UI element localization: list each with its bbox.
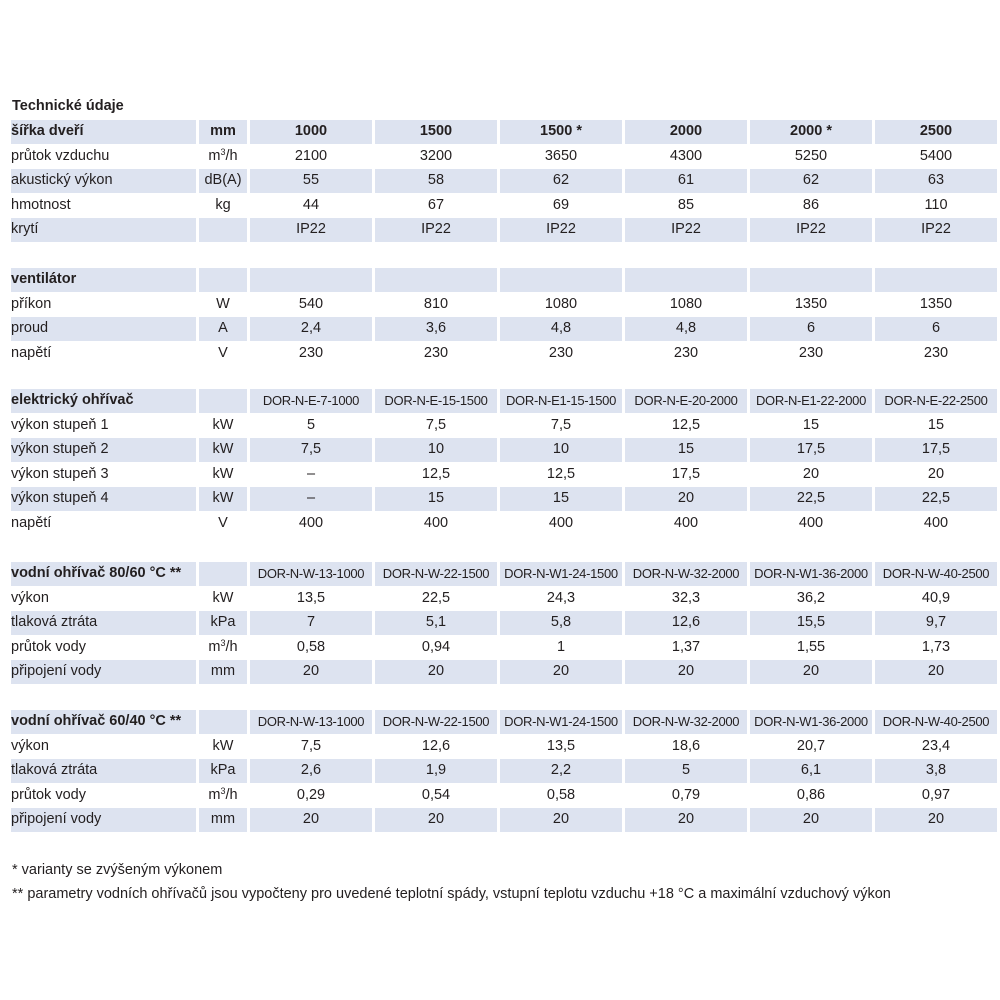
model-code-cell: DOR-N-W1-24-1500 — [500, 710, 622, 734]
value-cell: 1080 — [669, 295, 703, 312]
unit-base: kW — [212, 589, 234, 606]
model-code-cell: DOR-N-E-22-2500 — [875, 389, 997, 413]
row-label: napětí — [11, 514, 52, 531]
value-cell: 6,1 — [750, 759, 872, 783]
value-cell: 110 — [924, 196, 948, 213]
table-row — [11, 293, 997, 317]
value-cell: 18,6 — [671, 737, 701, 754]
value-cell: 67 — [427, 196, 445, 213]
value-cell: 7 — [250, 611, 372, 635]
value-cell: 2,4 — [250, 317, 372, 341]
value-cell: 0,58 — [296, 638, 326, 655]
value-cell: 13,5 — [546, 737, 576, 754]
table-header-row — [11, 268, 997, 292]
value-cell: 32,3 — [671, 589, 701, 606]
model-code-cell: DOR-N-E1-15-1500 — [500, 389, 622, 413]
value-cell: 230 — [548, 344, 574, 361]
model-code-cell: DOR-N-W1-24-1500 — [500, 562, 622, 586]
value-cell: 10 — [375, 438, 497, 462]
value-cell: 20 — [802, 465, 820, 482]
value-cell: 23,4 — [921, 737, 951, 754]
unit-cell — [199, 169, 247, 193]
value-cell: 1,73 — [921, 638, 951, 655]
row-label: výkon stupeň 4 — [11, 487, 196, 511]
value-cell: 55 — [250, 169, 372, 193]
value-cell: 15 — [500, 487, 622, 511]
model-code-cell: DOR-N-E1-22-2000 — [750, 389, 872, 413]
unit-base: W — [216, 295, 230, 312]
row-label: tlaková ztráta — [11, 611, 196, 635]
value-cell: 230 — [798, 344, 824, 361]
value-cell: 5 — [625, 759, 747, 783]
spec-table — [8, 119, 1000, 243]
table-row — [11, 145, 997, 169]
header-cell — [750, 268, 872, 292]
unit-base: kg — [215, 196, 231, 213]
spec-table — [8, 709, 1000, 833]
model-code-cell: DOR-N-W1-36-2000 — [750, 562, 872, 586]
value-cell: 15 — [927, 416, 945, 433]
footnotes — [12, 858, 891, 906]
table-header-row — [11, 389, 997, 413]
value-cell: 12,6 — [625, 611, 747, 635]
unit-superscript: 3 — [220, 146, 226, 157]
unit-suffix: /h — [225, 786, 238, 803]
model-code-cell: DOR-N-W-40-2500 — [875, 562, 997, 586]
header-cell — [625, 268, 747, 292]
table-row — [11, 512, 997, 536]
value-cell: 20 — [375, 808, 497, 832]
spec-table — [8, 267, 1000, 366]
value-cell: 400 — [298, 514, 324, 531]
value-cell: 7,5 — [425, 416, 447, 433]
value-cell: 7,5 — [550, 416, 572, 433]
value-cell: 20 — [500, 660, 622, 684]
value-cell: 0,79 — [671, 786, 701, 803]
header-unit — [199, 268, 247, 292]
value-cell: 0,29 — [296, 786, 326, 803]
value-cell: 62 — [500, 169, 622, 193]
value-cell: 4,8 — [500, 317, 622, 341]
unit-cell — [199, 145, 247, 169]
value-cell: 1,37 — [671, 638, 701, 655]
row-label: hmotnost — [11, 196, 71, 213]
table-row — [11, 169, 997, 193]
value-cell: 5250 — [794, 147, 828, 164]
section-title: vodní ohřívač 60/40 °C ** — [11, 710, 196, 734]
value-cell: 20 — [875, 660, 997, 684]
header-cell: 2000 — [625, 120, 747, 144]
unit-base: m — [208, 786, 221, 803]
value-cell: – — [306, 465, 316, 482]
value-cell: IP22 — [500, 218, 622, 242]
value-cell: 5400 — [919, 147, 953, 164]
value-cell: 6 — [750, 317, 872, 341]
value-cell: 20 — [625, 808, 747, 832]
table-row — [11, 611, 997, 635]
table-row — [11, 463, 997, 487]
value-cell: 20 — [625, 487, 747, 511]
row-label: výkon — [11, 737, 49, 754]
unit-base: V — [218, 344, 228, 361]
value-cell: 22,5 — [421, 589, 451, 606]
header-cell: 1000 — [250, 120, 372, 144]
value-cell: 13,5 — [296, 589, 326, 606]
value-cell: 810 — [423, 295, 449, 312]
table-row — [11, 784, 997, 808]
unit-cell — [199, 463, 247, 487]
header-cell — [250, 268, 372, 292]
table-row — [11, 342, 997, 366]
value-cell: 400 — [423, 514, 449, 531]
value-cell: 22,5 — [750, 487, 872, 511]
value-cell: IP22 — [250, 218, 372, 242]
unit-base: kW — [212, 737, 234, 754]
model-code-cell: DOR-N-W-13-1000 — [250, 710, 372, 734]
row-label: připojení vody — [11, 660, 196, 684]
value-cell: 20,7 — [796, 737, 826, 754]
value-cell: 20 — [250, 660, 372, 684]
row-label: krytí — [11, 218, 196, 242]
unit-base: mm — [210, 663, 236, 679]
unit-base: kPa — [210, 614, 236, 630]
value-cell: 12,5 — [421, 465, 451, 482]
unit-superscript: 3 — [220, 785, 226, 796]
row-label: proud — [11, 317, 196, 341]
value-cell: 10 — [500, 438, 622, 462]
model-code-cell: DOR-N-E-15-1500 — [375, 389, 497, 413]
unit-cell — [199, 194, 247, 218]
model-code-cell: DOR-N-E-7-1000 — [250, 389, 372, 413]
value-cell: IP22 — [375, 218, 497, 242]
value-cell: 44 — [302, 196, 320, 213]
table-header-row — [11, 562, 997, 586]
value-cell: 5 — [306, 416, 316, 433]
model-code-cell: DOR-N-W-22-1500 — [375, 562, 497, 586]
value-cell: 58 — [375, 169, 497, 193]
value-cell: 22,5 — [875, 487, 997, 511]
value-cell: 12,6 — [421, 737, 451, 754]
header-cell: 2000 * — [750, 120, 872, 144]
unit-base: m — [208, 638, 221, 655]
header-unit: mm — [199, 120, 247, 144]
unit-base: V — [218, 514, 228, 531]
unit-suffix: /h — [225, 147, 238, 164]
header-unit — [199, 710, 247, 734]
row-label: výkon — [11, 589, 49, 606]
table-row — [11, 218, 997, 242]
unit-base: dB(A) — [204, 172, 242, 188]
value-cell: 17,5 — [875, 438, 997, 462]
model-code-cell: DOR-N-W1-36-2000 — [750, 710, 872, 734]
value-cell: 3650 — [544, 147, 578, 164]
value-cell: 12,5 — [671, 416, 701, 433]
value-cell: 1 — [556, 638, 566, 655]
unit-cell — [199, 808, 247, 832]
unit-cell — [199, 784, 247, 808]
row-label: příkon — [11, 295, 52, 312]
value-cell: 7,5 — [300, 737, 322, 754]
value-cell: 17,5 — [750, 438, 872, 462]
unit-base: kW — [212, 465, 234, 482]
value-cell: IP22 — [625, 218, 747, 242]
value-cell: 230 — [923, 344, 949, 361]
table-row — [11, 660, 997, 684]
table-row — [11, 487, 997, 511]
unit-superscript: 3 — [220, 637, 226, 648]
model-code-cell: DOR-N-W-13-1000 — [250, 562, 372, 586]
value-cell: 6 — [875, 317, 997, 341]
value-cell: IP22 — [875, 218, 997, 242]
row-label: akustický výkon — [11, 169, 196, 193]
value-cell: 0,97 — [921, 786, 951, 803]
unit-cell — [199, 487, 247, 511]
footnote-1: * varianty se zvýšeným výkonem — [12, 862, 223, 878]
value-cell: 2,2 — [500, 759, 622, 783]
unit-cell — [199, 438, 247, 462]
value-cell: 63 — [875, 169, 997, 193]
value-cell: 86 — [802, 196, 820, 213]
unit-base: kW — [212, 490, 234, 506]
model-code-cell: DOR-N-W-32-2000 — [625, 710, 747, 734]
value-cell: 20 — [625, 660, 747, 684]
unit-cell — [199, 636, 247, 660]
value-cell: 3200 — [419, 147, 453, 164]
unit-base: A — [218, 320, 228, 336]
value-cell: 1,55 — [796, 638, 826, 655]
value-cell: 20 — [375, 660, 497, 684]
table-row — [11, 735, 997, 759]
value-cell: 1350 — [919, 295, 953, 312]
footnote-2: ** parametry vodních ohřívačů jsou vypočteny pro uvedené teplotní spády, vstupní teplotu vzduchu +18 °C a maximální vzduchový výkon — [12, 886, 891, 902]
table-row — [11, 636, 997, 660]
row-label: napětí — [11, 344, 52, 361]
value-cell: 2100 — [294, 147, 328, 164]
section-title: ventilátor — [11, 268, 196, 292]
value-cell: 4,8 — [625, 317, 747, 341]
value-cell: 0,58 — [546, 786, 576, 803]
header-cell — [375, 268, 497, 292]
row-label: výkon stupeň 1 — [11, 416, 109, 433]
value-cell: 1080 — [544, 295, 578, 312]
value-cell: 2,6 — [250, 759, 372, 783]
table-row — [11, 317, 997, 341]
unit-cell — [199, 735, 247, 759]
section-title: vodní ohřívač 80/60 °C ** — [11, 562, 196, 586]
value-cell: 400 — [798, 514, 824, 531]
unit-base: kW — [212, 441, 234, 457]
value-cell: 5,8 — [500, 611, 622, 635]
value-cell: 230 — [423, 344, 449, 361]
value-cell: 12,5 — [546, 465, 576, 482]
unit-cell — [199, 759, 247, 783]
value-cell: 20 — [500, 808, 622, 832]
value-cell: 15 — [802, 416, 820, 433]
document-title: Technické údaje — [12, 98, 124, 114]
row-label: tlaková ztráta — [11, 759, 196, 783]
unit-cell — [199, 587, 247, 611]
value-cell: 15,5 — [750, 611, 872, 635]
value-cell: 85 — [677, 196, 695, 213]
section-title: šířka dveří — [11, 120, 196, 144]
table-row — [11, 194, 997, 218]
table-row — [11, 414, 997, 438]
value-cell: 540 — [298, 295, 324, 312]
value-cell: 69 — [552, 196, 570, 213]
row-label: průtok vzduchu — [11, 147, 110, 164]
value-cell: 3,6 — [375, 317, 497, 341]
value-cell: 9,7 — [875, 611, 997, 635]
value-cell: 24,3 — [546, 589, 576, 606]
table-header-row — [11, 120, 997, 144]
spec-table — [8, 561, 1000, 685]
value-cell: 400 — [548, 514, 574, 531]
value-cell: 0,86 — [796, 786, 826, 803]
value-cell: IP22 — [750, 218, 872, 242]
value-cell: – — [250, 487, 372, 511]
model-code-cell: DOR-N-W-40-2500 — [875, 710, 997, 734]
table-row — [11, 438, 997, 462]
value-cell: 400 — [673, 514, 699, 531]
header-unit — [199, 389, 247, 413]
value-cell: 1,9 — [375, 759, 497, 783]
value-cell: 15 — [625, 438, 747, 462]
value-cell: 20 — [927, 465, 945, 482]
unit-cell — [199, 317, 247, 341]
unit-suffix: /h — [225, 638, 238, 655]
value-cell: 0,94 — [421, 638, 451, 655]
value-cell: 40,9 — [921, 589, 951, 606]
value-cell: 230 — [673, 344, 699, 361]
unit-base: kPa — [210, 762, 236, 778]
model-code-cell: DOR-N-W-22-1500 — [375, 710, 497, 734]
value-cell: 7,5 — [250, 438, 372, 462]
value-cell: 3,8 — [875, 759, 997, 783]
value-cell: 36,2 — [796, 589, 826, 606]
unit-cell — [199, 611, 247, 635]
unit-base: m — [208, 147, 221, 164]
table-header-row — [11, 710, 997, 734]
unit-cell — [199, 512, 247, 536]
value-cell: 15 — [375, 487, 497, 511]
row-label: průtok vody — [11, 786, 86, 803]
value-cell: 20 — [875, 808, 997, 832]
table-row — [11, 808, 997, 832]
row-label: průtok vody — [11, 638, 86, 655]
value-cell: 400 — [923, 514, 949, 531]
section-title: elektrický ohřívač — [11, 389, 196, 413]
value-cell: 20 — [750, 808, 872, 832]
model-code-cell: DOR-N-E-20-2000 — [625, 389, 747, 413]
value-cell: 20 — [750, 660, 872, 684]
unit-cell — [199, 660, 247, 684]
value-cell: 17,5 — [671, 465, 701, 482]
unit-cell — [199, 414, 247, 438]
model-code-cell: DOR-N-W-32-2000 — [625, 562, 747, 586]
value-cell: 62 — [750, 169, 872, 193]
unit-cell — [199, 293, 247, 317]
row-label: připojení vody — [11, 808, 196, 832]
value-cell: 230 — [298, 344, 324, 361]
header-cell: 1500 * — [500, 120, 622, 144]
value-cell: 0,54 — [421, 786, 451, 803]
table-row — [11, 759, 997, 783]
unit-cell — [199, 218, 247, 242]
value-cell: 20 — [250, 808, 372, 832]
value-cell: 4300 — [669, 147, 703, 164]
header-cell — [500, 268, 622, 292]
value-cell: 61 — [625, 169, 747, 193]
unit-base: kW — [212, 416, 234, 433]
row-label: výkon stupeň 2 — [11, 438, 196, 462]
header-cell — [875, 268, 997, 292]
unit-base: mm — [210, 811, 236, 827]
spec-table — [8, 388, 1000, 536]
table-row — [11, 587, 997, 611]
header-cell: 2500 — [875, 120, 997, 144]
value-cell: 5,1 — [375, 611, 497, 635]
value-cell: 1350 — [794, 295, 828, 312]
header-cell: 1500 — [375, 120, 497, 144]
header-unit — [199, 562, 247, 586]
row-label: výkon stupeň 3 — [11, 465, 109, 482]
unit-cell — [199, 342, 247, 366]
